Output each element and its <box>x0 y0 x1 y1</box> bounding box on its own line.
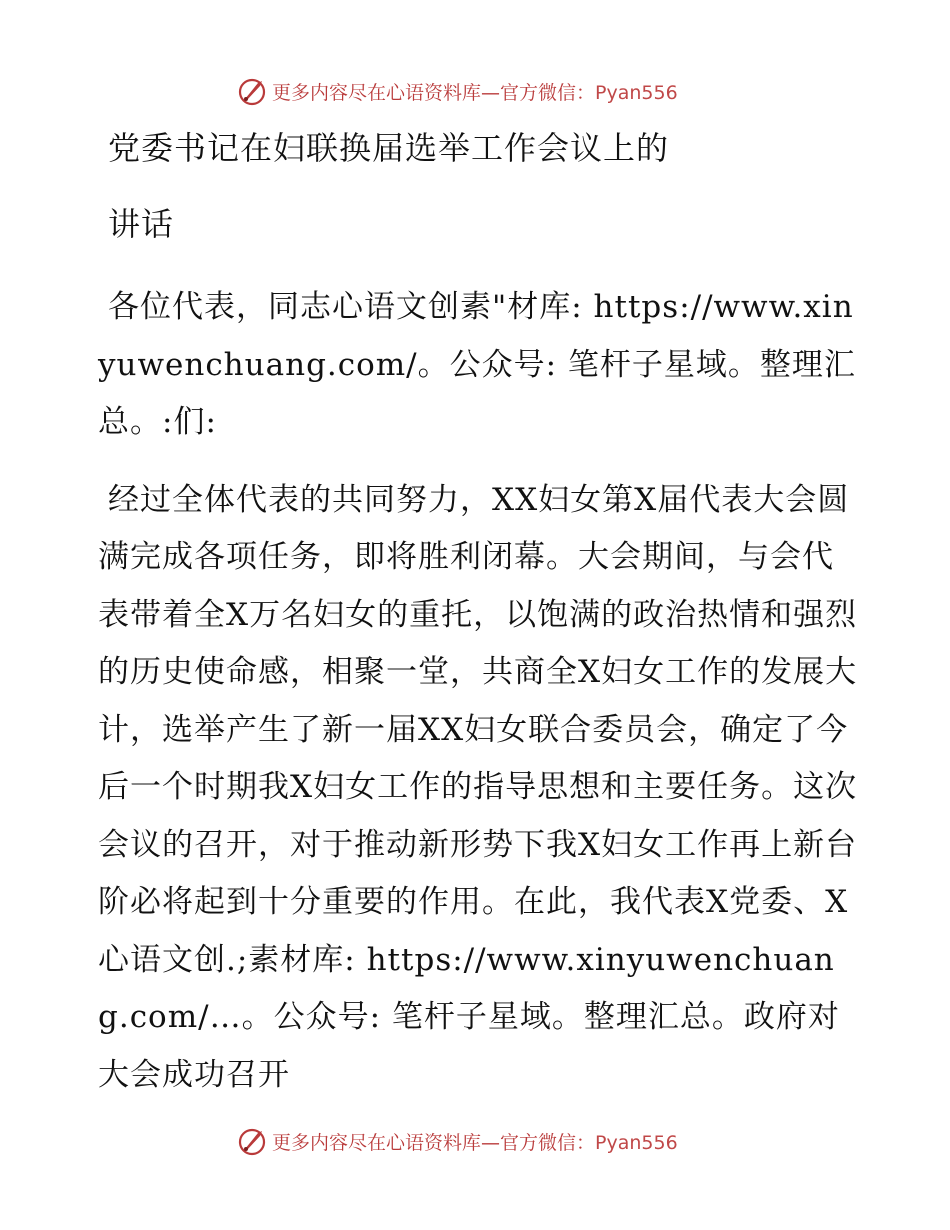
document-title-line-2: 讲话 <box>108 205 175 243</box>
watermark-text: 更多内容尽在心语资料库—官方微信：Pyan556 <box>272 81 678 104</box>
document-title-line-1: 党委书记在妇联换届选举工作会议上的 <box>108 129 670 167</box>
greeting-paragraph: 各位代表，同志心语文创素"材库: https://www.xinyuwenchuang.com/。公众号: 笔杆子星域。整理汇总。:们: <box>98 289 856 440</box>
footer-watermark-banner <box>236 1124 678 1158</box>
body-paragraph: 经过全体代表的共同努力，XX妇女第X届代表大会圆满完成各项任务，即将胜利闭幕。大会期间，与会代表带着全X万名妇女的重托，以饱满的政治热情和强烈的历史使命感，相聚一堂，共商全X妇女工作的发展大计，选举产生了新一届XX妇女联合委员会，确定了今后一个时期我X妇女工作的指导思想和主要任务。这次会议的召开，对于推动新形势下我X妇女工作再上新台阶必将起到十分重要的作用。在此，我代表X党委、X心语文创.;素材库: https://www.xinyuwenchuang.com/…。公众号: 笔杆子星域。整理汇总。政府对大会成功召开 <box>98 481 858 1093</box>
quill-pen-icon <box>236 75 268 107</box>
quill-pen-icon <box>236 1125 268 1157</box>
header-watermark-banner <box>236 74 678 108</box>
document-body <box>98 120 858 1104</box>
watermark-text: 更多内容尽在心语资料库—官方微信：Pyan556 <box>272 1131 678 1154</box>
